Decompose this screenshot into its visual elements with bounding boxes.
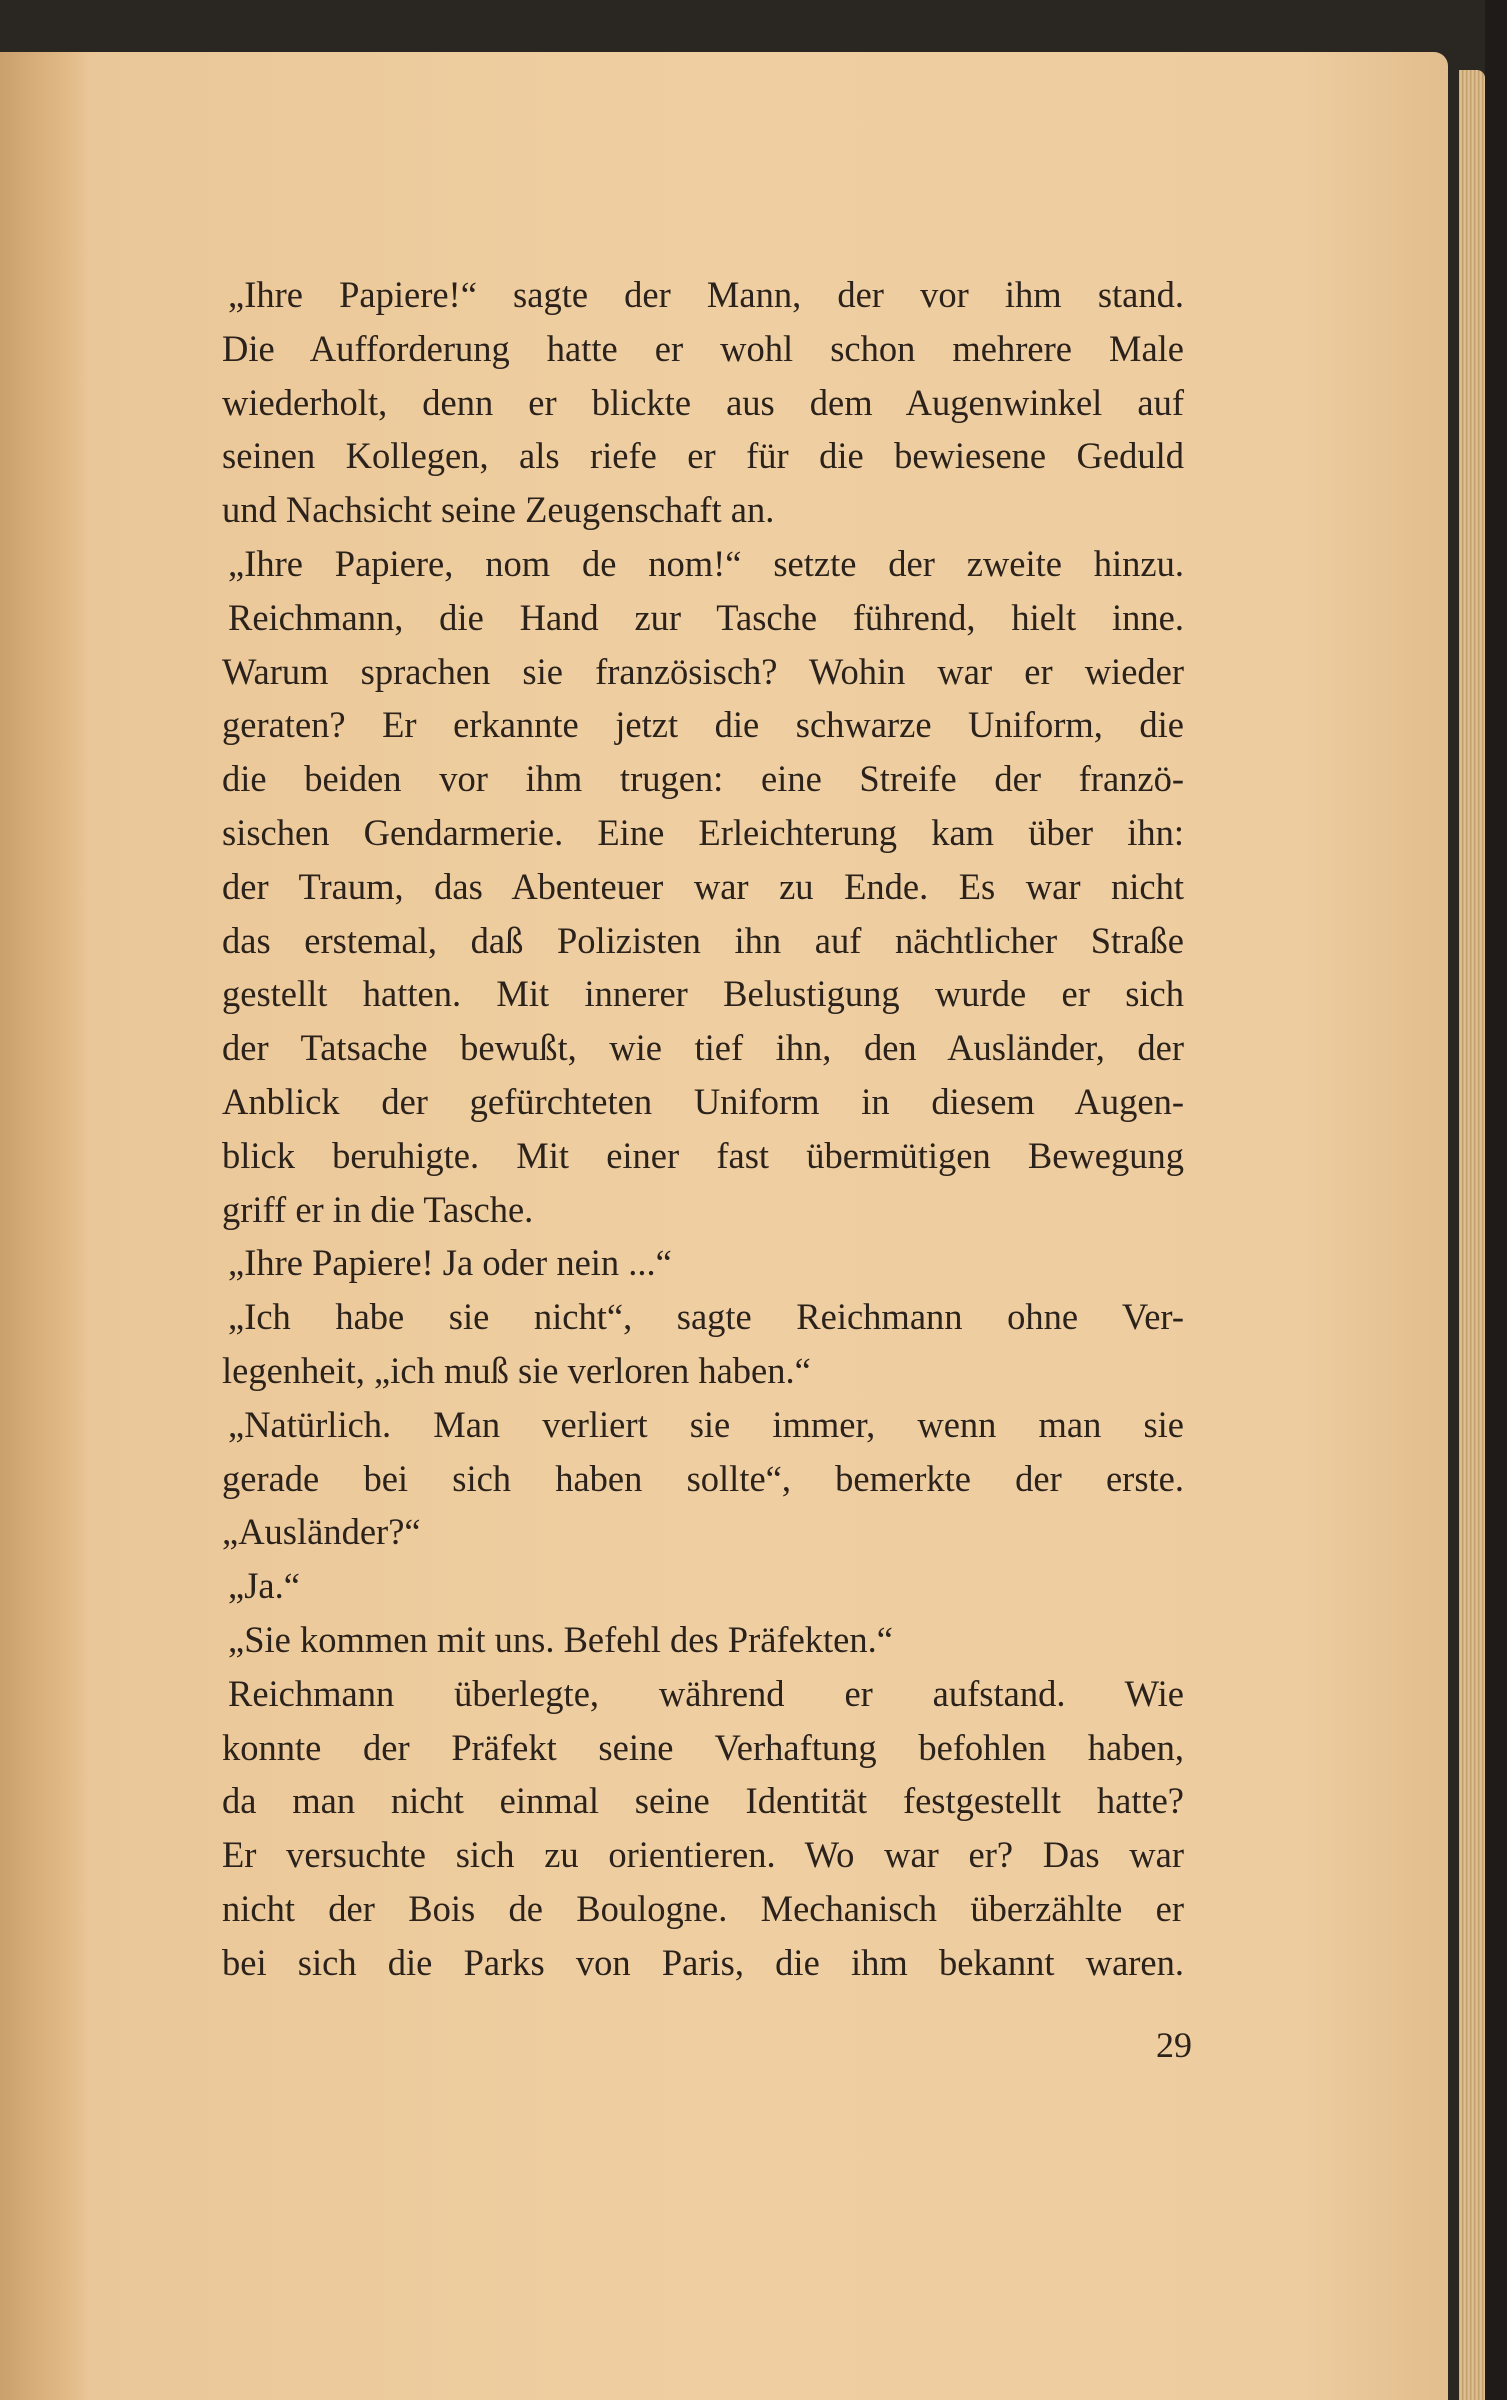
text-line: konnte der Präfekt seine Verhaftung befohlen haben, — [222, 1726, 1184, 1768]
text-line: wiederholt, denn er blickte aus dem Augenwinkel auf — [222, 381, 1184, 423]
text-line: bei sich die Parks von Paris, die ihm bekannt waren. — [222, 1941, 1184, 1983]
text-line: Reichmann überlegte, während er aufstand. Wie — [228, 1672, 1184, 1714]
text-line: seinen Kollegen, als riefe er für die bewiesene Geduld — [222, 435, 1184, 477]
text-line: Die Aufforderung hatte er wohl schon mehrere Male — [222, 327, 1184, 369]
text-line: sischen Gendarmerie. Eine Erleichterung kam über ihn: — [222, 811, 1184, 853]
text-line: da man nicht einmal seine Identität festgestellt hatte? — [222, 1780, 1184, 1822]
page-edges — [1459, 70, 1485, 2400]
text-line: der Tatsache bewußt, wie tief ihn, den Ausländer, der — [222, 1027, 1184, 1069]
text-line: gestellt hatten. Mit innerer Belustigung wurde er sich — [222, 973, 1184, 1015]
text-line: „Ausländer?“ — [222, 1511, 421, 1553]
text-line: „Ihre Papiere! Ja oder nein ...“ — [228, 1242, 672, 1284]
text-line: das erstemal, daß Polizisten ihn auf nächtlicher Straße — [222, 919, 1184, 961]
text-line: „Ihre Papiere!“ sagte der Mann, der vor ihm stand. — [228, 274, 1184, 315]
text-line: der Traum, das Abenteuer war zu Ende. Es war nicht — [222, 865, 1184, 907]
text-line: Er versuchte sich zu orientieren. Wo war er? Das war — [222, 1834, 1184, 1876]
page-gutter — [0, 52, 90, 2400]
text-line: „Ich habe sie nicht“, sagte Reichmann ohne Ver- — [228, 1296, 1184, 1338]
text-line: geraten? Er erkannte jetzt die schwarze Uniform, die — [222, 704, 1184, 746]
text-line: und Nachsicht seine Zeugenschaft an. — [222, 489, 775, 531]
text-line: „Natürlich. Man verliert sie immer, wenn man sie — [228, 1403, 1184, 1445]
text-line: Warum sprachen sie französisch? Wohin war er wieder — [222, 650, 1184, 692]
text-line: griff er in die Tasche. — [222, 1188, 534, 1230]
text-line: Reichmann, die Hand zur Tasche führend, hielt inne. — [228, 596, 1184, 638]
text-line: „Ihre Papiere, nom de nom!“ setzte der zweite hinzu. — [228, 542, 1184, 584]
page-number: 29 — [1156, 2025, 1192, 2065]
text-line: nicht der Bois de Boulogne. Mechanisch überzählte er — [222, 1887, 1184, 1929]
text-line: „Sie kommen mit uns. Befehl des Präfekten.“ — [228, 1618, 893, 1660]
background-edge — [1485, 0, 1507, 2400]
text-line: blick beruhigte. Mit einer fast übermütigen Bewegung — [222, 1134, 1184, 1176]
text-line: Anblick der gefürchteten Uniform in diesem Augen- — [222, 1080, 1184, 1122]
text-line: die beiden vor ihm trugen: eine Streife der franzö- — [222, 758, 1184, 800]
text-line: „Ja.“ — [228, 1565, 300, 1607]
text-line: gerade bei sich haben sollte“, bemerkte der erste. — [222, 1457, 1184, 1499]
text-line: legenheit, „ich muß sie verloren haben.“ — [222, 1349, 811, 1391]
body-text — [222, 268, 1184, 1990]
